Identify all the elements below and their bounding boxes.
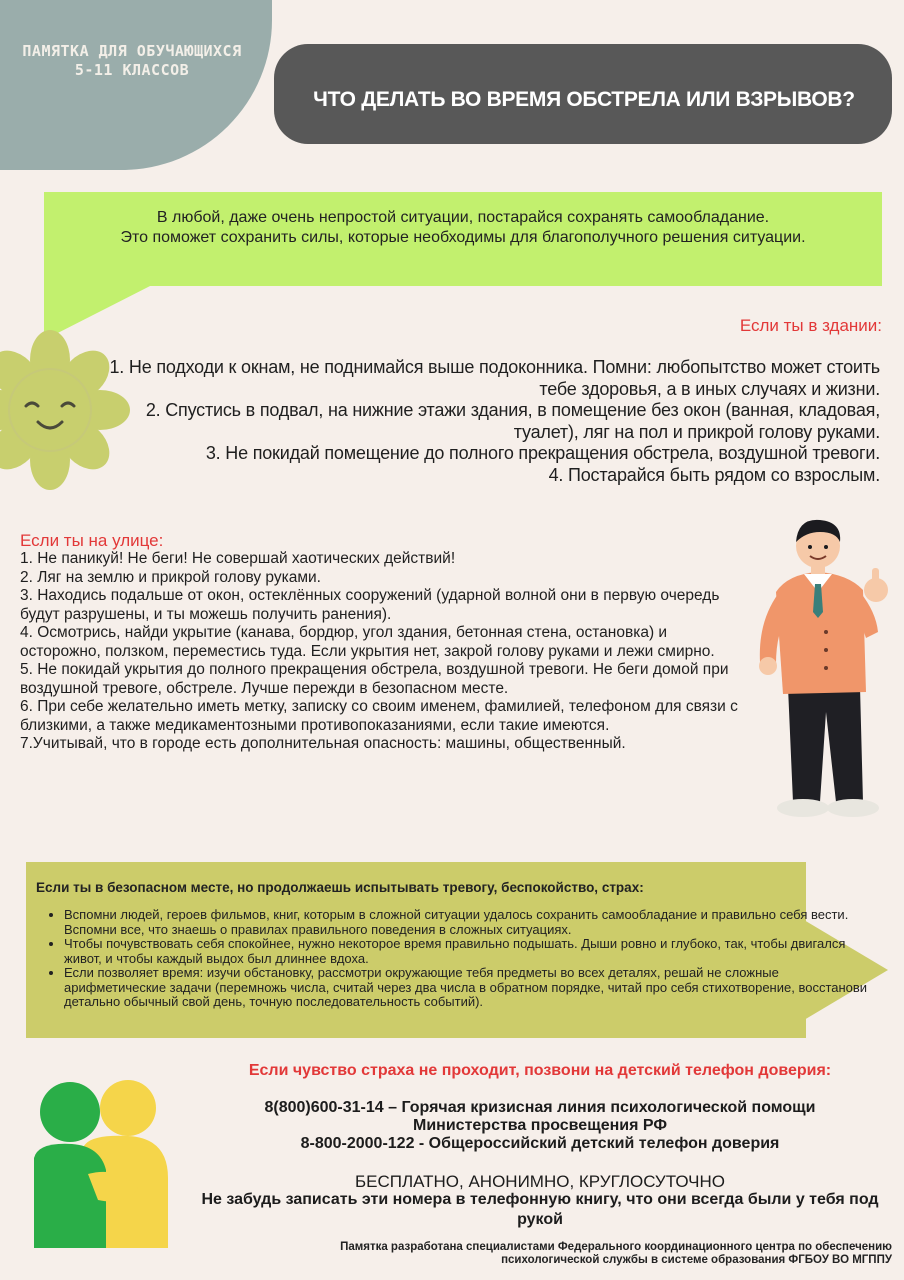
list-item: 7.Учитывай, что в городе есть дополнительная опасность: машины, общественный.: [20, 735, 626, 752]
intro-line-1: В любой, даже очень непростой ситуации, постарайся сохранять самообладание.: [156, 209, 770, 226]
street-list: [20, 550, 740, 754]
intro-line-2: Это поможет сохранить силы, которые необходимы для благополучного решения ситуации.: [120, 229, 806, 246]
list-item: • Если позволяет время: изучи обстановку, рассмотри окружающие тебя предметы во всех деталях, решай не сложные арифметические задачи (перемножь числа, считай через два числа в обратном порядке, читай про себя стихотворение, восстанови детально обычный свой день, точную последовательность событий).: [64, 966, 884, 1010]
list-item: • Чтобы почувствовать себя спокойнее, нужно некоторое время правильно подышать. Дыши ровно и глубоко, так, чтобы двигался живот, и чтобы каждый выдох был длиннее вдоха.: [64, 937, 884, 966]
list-item: 4. Постарайся быть рядом со взрослым.: [548, 464, 880, 485]
intro-text: [44, 208, 882, 248]
header-decor-blob: [0, 0, 272, 170]
safe-list: [38, 908, 884, 1010]
list-item: 3. Находись подальше от окон, остеклённых сооружений (ударной волной они в первую очередь будут разрушены, и ты можешь получить ранения).: [20, 587, 720, 623]
phone-line-1: 8(800)600-31-14 – Горячая кризисная линия психологической помощи: [264, 1099, 816, 1116]
remember-numbers-text: Не забудь записать эти номера в телефонную книгу, что они всегда были у тебя под рукой: [201, 1191, 879, 1228]
boy-thumbs-up-illustration: [748, 512, 898, 832]
phone-line-2: 8-800-2000-122 - Общероссийский детский телефон доверия: [300, 1135, 780, 1152]
list-item: 5. Не покидай укрытия до полного прекращения обстрела, воздушной тревоги. Не беги домой при воздушной тревоге, обстреле. Лучше пережди в безопасном месте.: [20, 661, 729, 697]
list-item: 1. Не паникуй! Не беги! Не совершай хаотических действий!: [20, 550, 456, 567]
footer-line-2: психологической службы в системе образования ФГБОУ ВО МГППУ: [501, 1254, 892, 1266]
building-list: [100, 357, 880, 486]
footer-line-1: Памятка разработана специалистами Федерального координационного центра по обеспечению: [340, 1241, 892, 1253]
footer-credits: [240, 1241, 892, 1267]
list-item: 2. Ляг на землю и прикрой голову руками.: [20, 568, 321, 586]
helpline-heading: Если чувство страха не проходит, позвони на детский телефон доверия:: [248, 1062, 832, 1079]
list-item: 4. Осмотрись, найди укрытие (канава, бордюр, угол здания, бетонная стена, остановка) и осторожно, ползком, переместись туда. Если укрытия нет, закрой голову руками и лежи смирно.: [20, 624, 715, 660]
list-item: 6. При себе желательно иметь метку, записку со своим именем, фамилией, телефоном для связи с близкими, а также медикаментозными противопоказаниями, если такие имеются.: [20, 698, 738, 734]
list-item: • Вспомни людей, героев фильмов, книг, которым в сложной ситуации удалось сохранить самообладание и правильно себя вести. Вспомни все, что знаешь о правилах правильного поведения в сложных ситуациях.: [64, 908, 884, 937]
street-heading: Если ты на улице:: [20, 531, 164, 550]
safe-heading: Если ты в безопасном месте, но продолжаешь испытывать тревогу, беспокойство, страх:: [36, 880, 644, 895]
helpline-phones: [190, 1099, 890, 1153]
list-item: 3. Не покидай помещение до полного прекращения обстрела, воздушной тревоги.: [205, 443, 880, 463]
page-title: ЧТО ДЕЛАТЬ ВО ВРЕМЯ ОБСТРЕЛА ИЛИ ВЗРЫВОВ?: [313, 88, 855, 111]
hugging-figures-illustration: [28, 1078, 178, 1248]
memo-label: ПАМЯТКА ДЛЯ ОБУЧАЮЩИХСЯ 5-11 КЛАССОВ: [22, 42, 242, 79]
list-item: 2. Спустись в подвал, на нижние этажи здания, в помещение без окон (ванная, кладовая, туалет), ляг на пол и прикрой голову руками.: [145, 400, 880, 442]
phone-line-1-org: Министерства просвещения РФ: [413, 1117, 667, 1134]
list-item: 1. Не подходи к окнам, не поднимайся выше подоконника. Помни: любопытство может стоить тебе здоровья, а в иных случаях и жизни.: [109, 357, 880, 399]
free-anonymous-label: БЕСПЛАТНО, АНОНИМНО, КРУГЛОСУТОЧНО: [354, 1172, 726, 1191]
building-heading: Если ты в здании:: [739, 316, 882, 335]
